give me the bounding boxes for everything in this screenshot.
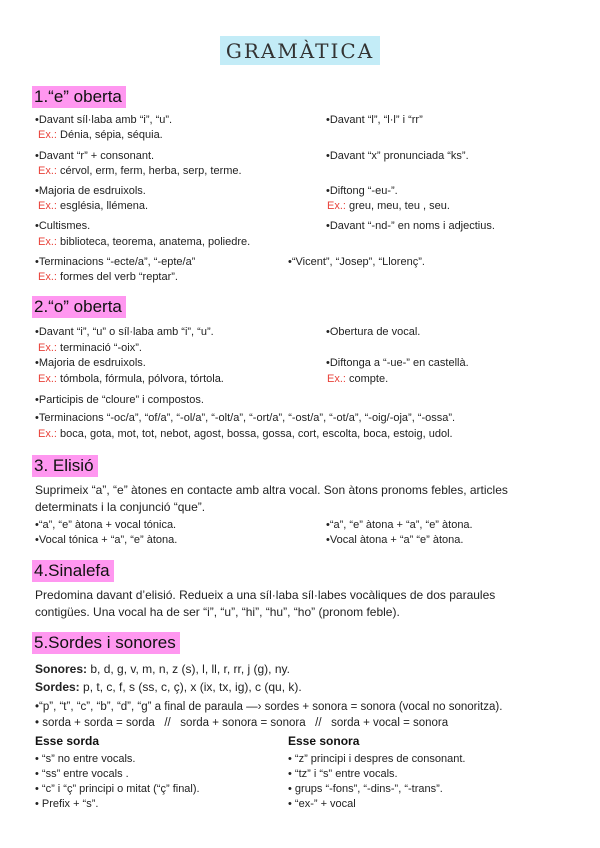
example-label: Ex.: <box>38 342 57 354</box>
example-label: Ex.: <box>38 200 57 212</box>
rule: •Majoria de esdruixols. <box>35 357 146 369</box>
rule: •Davant “x” pronunciada “ks”. <box>326 150 469 162</box>
rule: •Majoria de esdruixols. <box>35 185 146 197</box>
sordes-list: p, t, c, f, s (ss, c, ç), x (ix, tx, ig), c (qu, k). <box>79 680 302 694</box>
example <box>38 341 142 355</box>
example-label: Ex.: <box>38 428 57 440</box>
rule: •Vocal tónica + “a”, “e” àtona. <box>35 534 178 546</box>
list-item: • grups “-fons”, “-dins-”, “-trans”. <box>288 783 443 795</box>
rule: •Terminacions “-ecte/a”, “-epte/a” <box>35 256 196 268</box>
section-3-heading: 3. Elisió <box>32 455 98 477</box>
sonores-list: b, d, g, v, m, n, z (s), l, ll, r, rr, j (g), ny. <box>87 662 290 676</box>
example <box>38 164 242 178</box>
sonores-line <box>35 661 290 678</box>
example-text: tómbola, fórmula, pólvora, tórtola. <box>56 373 224 385</box>
example-text: formes del verb “reptar”. <box>56 271 178 283</box>
example-text: compte. <box>345 373 389 385</box>
list-item: • Prefix + “s”. <box>35 798 99 810</box>
example <box>38 372 224 386</box>
section-1-heading: 1.“e” oberta <box>32 86 126 108</box>
example-text: greu, meu, teu , seu. <box>345 200 450 212</box>
rule: •Terminacions “-oc/a”, “of/a”, “-ol/a”, “-olt/a”, “-ort/a”, “-ost/a”, “-ot/a”, “-oig/-oja”, “-ossa”. <box>35 412 456 424</box>
example-label: Ex.: <box>38 373 57 385</box>
example-text: església, llémena. <box>56 200 149 212</box>
rule: •Participis de “cloure” i compostos. <box>35 394 204 406</box>
esse-sonora-title: Esse sonora <box>288 734 360 748</box>
example <box>38 427 453 441</box>
example-label: Ex.: <box>38 129 57 141</box>
example-label: Ex.: <box>327 373 346 385</box>
example-label: Ex.: <box>38 271 57 283</box>
paragraph-line: Suprimeix “a”, “e” àtones en contacte amb altra vocal. Son àtons pronoms febles, articles <box>35 483 508 497</box>
rule: •“a”, “e” àtona + vocal tónica. <box>35 519 177 531</box>
rule: •Davant “i”, “u” o síl·laba amb “i”, “u”. <box>35 326 214 338</box>
rule: •Diftong “-eu-”. <box>326 185 398 197</box>
list-item: • “s” no entre vocals. <box>35 753 136 765</box>
section-5-heading: 5.Sordes i sonores <box>32 632 180 654</box>
rule: •Diftonga a “-ue-” en castellà. <box>326 357 469 369</box>
rule: •Davant “l”, “l·l” i “rr” <box>326 114 423 126</box>
document-title: GRAMÀTICA <box>220 36 380 65</box>
example-label: Ex.: <box>327 200 346 212</box>
rule: •“p”, “t”, “c”, “b”, “d”, “g” a final de paraula —› sordes + sonora = sonora (vocal no sonoritza). <box>35 701 503 713</box>
example-label: Ex.: <box>38 165 57 177</box>
paragraph-line: contigües. Una vocal ha de ser “i”, “u”, “hi”, “hu”, “ho” (pronom feble). <box>35 605 400 619</box>
section-2-heading: 2.“o” oberta <box>32 296 126 318</box>
rule: •Davant “-nd-” en noms i adjectius. <box>326 220 495 232</box>
sonores-label: Sonores: <box>35 662 88 676</box>
list-item: • “tz” i “s” entre vocals. <box>288 768 398 780</box>
rule: •Vocal àtona + “a” “e” àtona. <box>326 534 464 546</box>
rule: •Cultismes. <box>35 220 91 232</box>
example <box>38 235 250 249</box>
example <box>327 199 450 213</box>
example-text: terminació “-oix”. <box>56 342 142 354</box>
list-item: • “ex-” + vocal <box>288 798 356 810</box>
example <box>38 270 178 284</box>
rule: •“Vicent”, “Josep”, “Llorenç”. <box>288 256 425 268</box>
rule: •Obertura de vocal. <box>326 326 421 338</box>
example <box>38 128 163 142</box>
paragraph-line: Predomina davant d’elisió. Redueix a una síl·laba síl·labes vocàliques de dos paraules <box>35 588 496 602</box>
rule: •Davant “r” + consonant. <box>35 150 155 162</box>
example-text: cérvol, erm, ferm, herba, serp, terme. <box>56 165 242 177</box>
rule: •“a”, “e” àtona + “a”, “e” àtona. <box>326 519 473 531</box>
rule: • sorda + sorda = sorda // sorda + sonora = sonora // sorda + vocal = sonora <box>35 717 449 729</box>
sordes-line <box>35 679 302 696</box>
rule: •Davant síl·laba amb “i”, “u”. <box>35 114 173 126</box>
list-item: • “z” principi i despres de consonant. <box>288 753 466 765</box>
paragraph-line: determinats i la conjunció “que”. <box>35 500 206 514</box>
document-title-wrap <box>0 36 600 65</box>
example-text: biblioteca, teorema, anatema, poliedre. <box>56 236 251 248</box>
esse-sorda-title: Esse sorda <box>35 734 100 748</box>
example <box>327 372 388 386</box>
example-label: Ex.: <box>38 236 57 248</box>
section-4-heading: 4.Sinalefa <box>32 560 114 582</box>
example <box>38 199 148 213</box>
example-text: boca, gota, mot, tot, nebot, agost, bossa, gossa, cort, escolta, boca, estoig, udol. <box>56 428 453 440</box>
list-item: • “c” i “ç” principi o mitat (“ç” final). <box>35 783 200 795</box>
list-item: • “ss” entre vocals . <box>35 768 129 780</box>
sordes-label: Sordes: <box>35 680 80 694</box>
example-text: Dénia, sépia, séquia. <box>56 129 163 141</box>
